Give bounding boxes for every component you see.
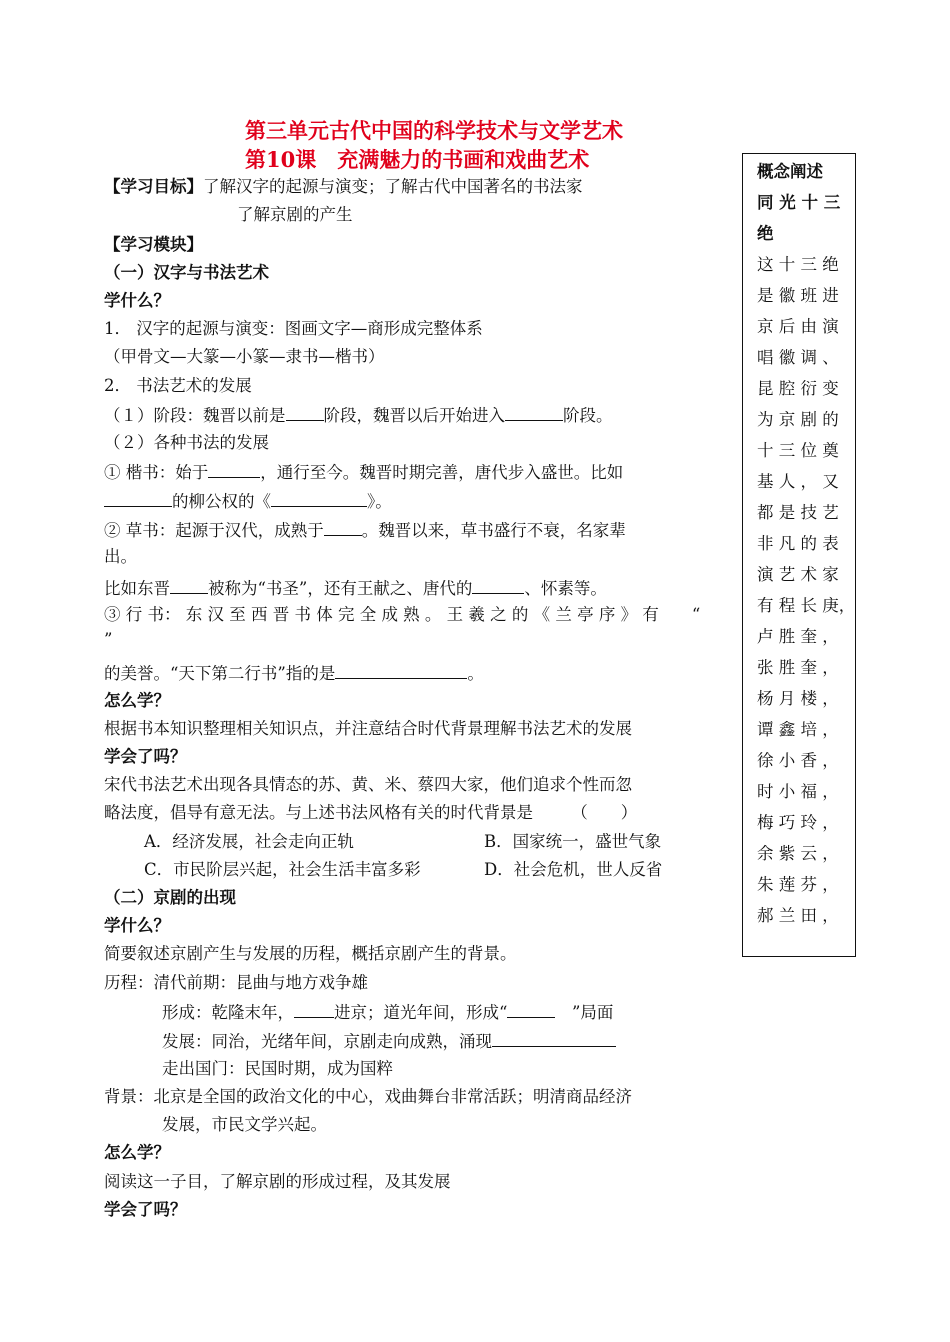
answer-blank[interactable] [472,576,524,594]
answer-blank[interactable] [335,661,467,679]
stage-line: （１）阶段：魏晋以前是 阶段，魏晋以后开始进入 阶段。 [104,403,613,428]
sidebar-line: 余 紫 云 ， [757,844,839,863]
sidebar-line: 时 小 福 ， [757,782,839,801]
paragraph: （２）各种书法的发展 [104,433,269,452]
sidebar-line: 演 艺 术 家 [757,565,839,584]
sidebar-line: 张 胜 奎 ， [757,658,839,677]
quote-mark: ” [104,630,113,649]
option-b[interactable]: B．国家统一，盛世气象 [484,832,662,851]
paragraph: 阅读这一子目，了解京剧的形成过程，及其发展 [104,1172,451,1191]
section-heading-1: （一）汉字与书法艺术 [104,263,269,282]
paragraph: 背景：北京是全国的政治文化的中心，戏曲舞台非常活跃；明清商品经济 [104,1087,632,1106]
learned-heading: 学会了吗？ [104,1200,187,1219]
sidebar-line: 有 程 长 庚， [757,596,856,615]
option-c[interactable]: C．市民阶层兴起，社会生活丰富多彩 [144,860,421,879]
how-learn-heading: 怎么学？ [104,1143,170,1162]
answer-blank[interactable] [208,460,260,478]
xingshu-line: ③ 行 书： 东 汉 至 西 晋 书 体 完 全 成 熟 。 王 羲 之 的 《 兰 亭 序 》 有 “ [104,605,701,624]
development-line: 发展：同治，光绪年间，京剧走向成熟，涌现 [162,1029,616,1054]
sidebar-line: 为 京 剧 的 [757,410,839,429]
sidebar-line: 京 后 由 演 [757,317,839,336]
sidebar-heading: 概念阐述 [757,162,823,181]
paragraph: （甲骨文—大篆—小篆—隶书—楷书） [104,347,385,366]
sidebar-line: 同 光 十 三 [757,193,841,212]
question-line: 略法度，倡导有意无法。与上述书法风格有关的时代背景是 （ ） [104,803,638,822]
answer-blank[interactable] [271,489,367,507]
paragraph: 根据书本知识整理相关知识点，并注意结合时代背景理解书法艺术的发展 [104,719,632,738]
sidebar-line: 郝 兰 田 ， [757,906,839,925]
option-d[interactable]: D．社会危机，世人反省 [484,860,663,879]
sidebar-line: 基 人 ， 又 [757,472,839,491]
lesson-title: 第10课 充满魅力的书画和戏曲艺术 [245,147,590,172]
answer-blank[interactable] [104,489,172,507]
sidebar-line: 这 十 三 绝 [757,255,839,274]
sidebar-line: 非 凡 的 表 [757,534,839,553]
concept-sidebar [742,153,856,957]
answer-blank[interactable] [492,1029,616,1047]
paragraph: 出。 [104,547,137,566]
sidebar-line: 昆 腔 衍 变 [757,379,839,398]
sidebar-line: 徐 小 香 ， [757,751,839,770]
page-title: 第三单元古代中国的科学技术与文学艺术 [245,118,623,143]
answer-blank[interactable] [505,403,563,421]
answer-blank[interactable] [507,1000,555,1018]
formation-line: 形成：乾隆末年， 进京；道光年间，形成“ ”局面 [162,1000,613,1025]
module-label: 【学习模块】 [104,235,203,254]
sidebar-line: 十 三 位 奠 [757,441,839,460]
how-learn-heading: 怎么学？ [104,691,170,710]
xingshu-line-2: 的美誉。“天下第二行书”指的是 。 [104,661,484,686]
kaishu-line: ① 楷书：始于 ，通行至今。魏晋时期完善，唐代步入盛世。比如 [104,460,623,485]
learn-what-heading: 学什么？ [104,916,170,935]
section-heading-2: （二）京剧的出现 [104,888,236,907]
paragraph: 发展，市民文学兴起。 [162,1115,327,1134]
sidebar-line: 是 徽 班 进 [757,286,839,305]
sidebar-line: 梅 巧 玲 ， [757,813,839,832]
paragraph: 简要叙述京剧产生与发展的历程，概括京剧产生的背景。 [104,944,517,963]
paragraph: 1． 汉字的起源与演变：图画文字—商形成完整体系 [104,319,483,338]
sidebar-line: 杨 月 楼 ， [757,689,839,708]
answer-blank[interactable] [294,1000,334,1018]
caoshu-line: ② 草书：起源于汉代，成熟于 。魏晋以来，草书盛行不衰，名家辈 [104,518,626,543]
objectives [104,175,583,199]
learn-what-heading: 学什么？ [104,291,170,310]
answer-blank[interactable] [170,576,208,594]
sidebar-line: 唱 徽 调 、 [757,348,839,367]
answer-blank[interactable] [286,403,324,421]
question-line: 宋代书法艺术出现各具情态的苏、黄、米、蔡四大家，他们追求个性而忽 [104,775,632,794]
answer-blank[interactable] [324,518,362,536]
option-a[interactable]: A．经济发展，社会走向正轨 [144,832,354,851]
sidebar-line: 朱 莲 芬 ， [757,875,839,894]
paragraph: 走出国门：民国时期，成为国粹 [162,1059,393,1078]
objectives-line2: 了解京剧的产生 [237,205,353,224]
kaishu-line-2: 的柳公权的《 》。 [104,489,392,514]
sidebar-line: 绝 [757,224,774,243]
sidebar-line: 都 是 技 艺 [757,503,839,522]
sidebar-line: 谭 鑫 培 ， [757,720,839,739]
learned-heading: 学会了吗？ [104,747,187,766]
paragraph: 2． 书法艺术的发展 [104,376,252,395]
objectives-line1: 了解汉字的起源与演变；了解古代中国著名的书法家 [203,177,583,196]
objectives-label: 【学习目标】 [104,177,203,196]
paragraph: 历程：清代前期：昆曲与地方戏争雄 [104,973,368,992]
sidebar-line: 卢 胜 奎 ， [757,627,839,646]
caoshu-line-2: 比如东晋 被称为“书圣”，还有王献之、唐代的 、怀素等。 [104,576,607,601]
